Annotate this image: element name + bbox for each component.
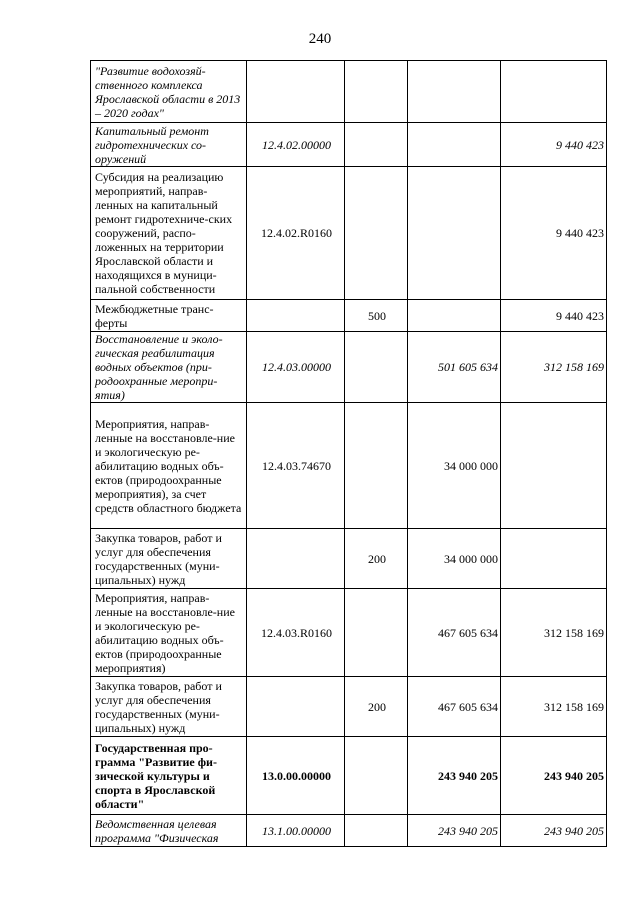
row-amount-1-cell: 34 000 000 bbox=[408, 529, 501, 589]
row-name-cell: Ведомственная целевая программа "Физическая bbox=[91, 815, 247, 847]
row-code-cell bbox=[247, 677, 345, 737]
row-code-cell: 12.4.03.00000 bbox=[247, 332, 345, 403]
table-row bbox=[91, 815, 607, 847]
table-row bbox=[91, 167, 607, 300]
table-row bbox=[91, 300, 607, 332]
row-amount-1-cell: 467 605 634 bbox=[408, 589, 501, 677]
table-row bbox=[91, 332, 607, 403]
table-row bbox=[91, 61, 607, 123]
budget-table bbox=[90, 60, 607, 847]
row-code-cell bbox=[247, 529, 345, 589]
row-amount-1-cell bbox=[408, 123, 501, 167]
row-amount-2-cell: 312 158 169 bbox=[501, 589, 607, 677]
row-expense-type-cell bbox=[345, 123, 408, 167]
row-expense-type-cell bbox=[345, 589, 408, 677]
row-amount-2-cell: 9 440 423 bbox=[501, 300, 607, 332]
row-name-cell: Восстановление и эколо-гическая реабилитация водных объектов (при-родоохранные меропри-ятия) bbox=[91, 332, 247, 403]
row-expense-type-cell: 200 bbox=[345, 529, 408, 589]
row-code-cell: 12.4.02.00000 bbox=[247, 123, 345, 167]
row-code-cell: 12.4.03.74670 bbox=[247, 403, 345, 529]
row-amount-2-cell: 312 158 169 bbox=[501, 332, 607, 403]
row-name-cell: Межбюджетные транс-ферты bbox=[91, 300, 247, 332]
row-amount-2-cell: 243 940 205 bbox=[501, 737, 607, 815]
table-row bbox=[91, 529, 607, 589]
row-amount-2-cell: 9 440 423 bbox=[501, 123, 607, 167]
table-row bbox=[91, 403, 607, 529]
table-row bbox=[91, 737, 607, 815]
row-name-cell: Закупка товаров, работ и услуг для обеспечения государственных (муни-ципальных) нужд bbox=[91, 529, 247, 589]
row-amount-2-cell bbox=[501, 529, 607, 589]
row-name-cell: Субсидия на реализацию мероприятий, направ-ленных на капитальный ремонт гидротехниче-ских сооружений, распо-ложенных на территории Ярославской области и находящихся в муници-пальной собственности bbox=[91, 167, 247, 300]
row-expense-type-cell: 500 bbox=[345, 300, 408, 332]
row-expense-type-cell: 200 bbox=[345, 677, 408, 737]
row-amount-1-cell: 34 000 000 bbox=[408, 403, 501, 529]
table-row bbox=[91, 589, 607, 677]
row-amount-2-cell: 9 440 423 bbox=[501, 167, 607, 300]
row-amount-2-cell: 312 158 169 bbox=[501, 677, 607, 737]
row-expense-type-cell bbox=[345, 332, 408, 403]
row-code-cell: 12.4.03.R0160 bbox=[247, 589, 345, 677]
row-amount-2-cell: 243 940 205 bbox=[501, 815, 607, 847]
row-expense-type-cell bbox=[345, 815, 408, 847]
row-name-cell: "Развитие водохозяй-ственного комплекса Ярославской области в 2013 – 2020 годах" bbox=[91, 61, 247, 123]
row-code-cell bbox=[247, 300, 345, 332]
row-name-cell: Государственная про-грамма "Развитие фи-зической культуры и спорта в Ярославской области" bbox=[91, 737, 247, 815]
row-expense-type-cell bbox=[345, 167, 408, 300]
table-row bbox=[91, 123, 607, 167]
row-name-cell: Капитальный ремонт гидротехнических со-оружений bbox=[91, 123, 247, 167]
page-number: 240 bbox=[308, 31, 332, 47]
row-expense-type-cell bbox=[345, 403, 408, 529]
row-amount-2-cell bbox=[501, 61, 607, 123]
row-expense-type-cell bbox=[345, 61, 408, 123]
row-amount-1-cell: 501 605 634 bbox=[408, 332, 501, 403]
row-amount-1-cell bbox=[408, 61, 501, 123]
row-name-cell: Мероприятия, направ-ленные на восстановле-ние и экологическую ре-абилитацию водных объ-ектов (природоохранные мероприятия), за счет средств областного бюджета bbox=[91, 403, 247, 529]
row-amount-2-cell bbox=[501, 403, 607, 529]
table-row bbox=[91, 677, 607, 737]
row-expense-type-cell bbox=[345, 737, 408, 815]
row-amount-1-cell bbox=[408, 300, 501, 332]
row-amount-1-cell: 243 940 205 bbox=[408, 815, 501, 847]
row-code-cell: 12.4.02.R0160 bbox=[247, 167, 345, 300]
row-name-cell: Закупка товаров, работ и услуг для обеспечения государственных (муни-ципальных) нужд bbox=[91, 677, 247, 737]
row-code-cell: 13.1.00.00000 bbox=[247, 815, 345, 847]
row-amount-1-cell bbox=[408, 167, 501, 300]
row-amount-1-cell: 467 605 634 bbox=[408, 677, 501, 737]
row-name-cell: Мероприятия, направ-ленные на восстановле-ние и экологическую ре-абилитацию водных объ-ектов (природоохранные мероприятия) bbox=[91, 589, 247, 677]
row-code-cell bbox=[247, 61, 345, 123]
row-amount-1-cell: 243 940 205 bbox=[408, 737, 501, 815]
row-code-cell: 13.0.00.00000 bbox=[247, 737, 345, 815]
